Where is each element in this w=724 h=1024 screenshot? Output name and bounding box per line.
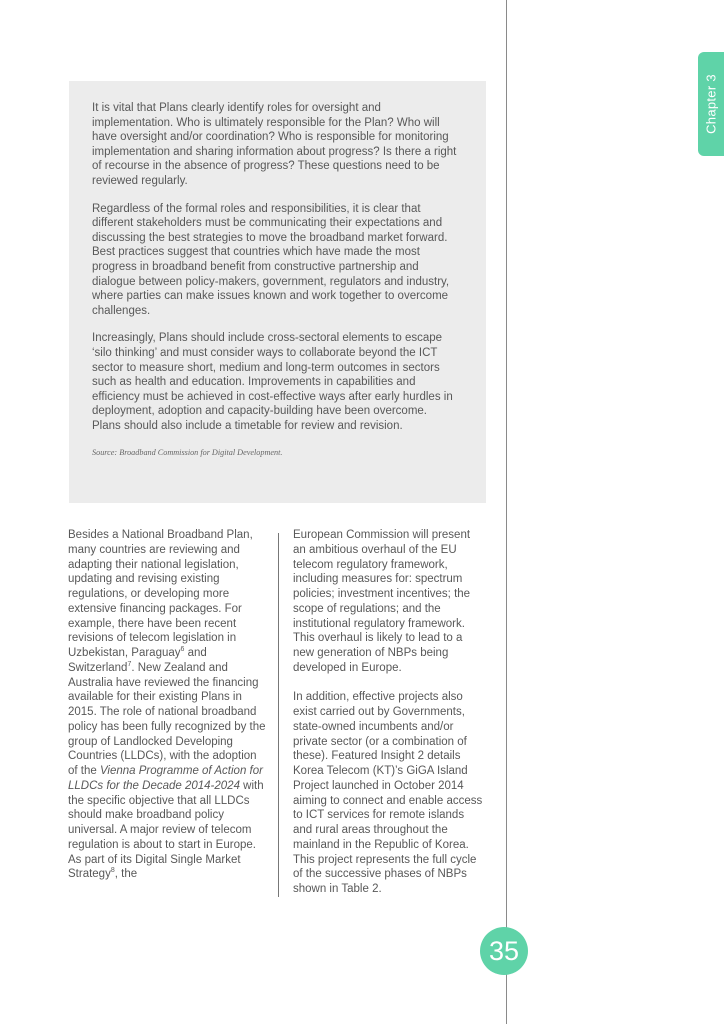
right-paragraph-1: European Commission will present an ambitious overhaul of the EU telecom regulatory framework, including measures for: spectrum policies; investment incentives; the scope of regulations; and the institutional regulatory framework. This overhaul is likely to lead to a new generation of NBPs being developed in Europe.	[293, 529, 471, 674]
footnote-ref-8[interactable]: 8	[110, 867, 115, 875]
highlight-box	[69, 81, 486, 503]
left-column	[68, 528, 268, 897]
left-text-1: Besides a National Broadband Plan, many countries are reviewing and adapting their national legislation, updating and revising existing regulations, or developing more extensive financing packages. For example, there have been recent revisions of telecom legislation in Uzbekistan, Paraguay	[68, 529, 253, 659]
box-paragraph-2: Regardless of the formal roles and responsibilities, it is clear that different stakeholders must be communicating their expectations and discussing the best strategies to move the broadband market forward. Best practices suggest that countries which have made the most progress in broadband benefit from constructive partnership and dialogue between policy-makers, government, regulators and industry, where parties can make issues known and work together to overcome challenges.	[92, 202, 450, 317]
left-text-3: . New Zealand and Australia have reviewed the financing available for their existing Plans in 2015. The role of national broadband policy has been fully recognized by the group of Landlocked Developing Countries (LLDCs), with the adoption of the	[68, 661, 266, 777]
footnote-ref-6[interactable]: 6	[180, 646, 185, 654]
column-divider	[278, 533, 279, 897]
chapter-label: Chapter 3	[703, 74, 719, 134]
box-paragraph-1: It is vital that Plans clearly identify roles for oversight and implementation. Who is ultimately responsible for the Plan? Who will have oversight and/or coordination? Who is responsible for monitoring implementation and sharing information about progress? Is there a right of recourse in the absence of progress? These questions need to be reviewed regularly.	[92, 102, 457, 187]
box-source: Source: Broadband Commission for Digital Development.	[92, 448, 283, 458]
left-paragraph	[68, 528, 268, 882]
page-divider-line	[506, 0, 507, 1024]
left-text-2: and Switzerland	[68, 647, 207, 674]
right-column	[293, 528, 485, 912]
left-text-4: with the specific objective that all LLDCs should make broadband policy universal. A major review of telecom regulation is about to start in Europe. As part of its Digital Single Market Strategy	[68, 779, 264, 881]
vienna-programme-title: Vienna Programme of Action for LLDCs for the Decade 2014-2024	[68, 765, 263, 792]
page-number-badge	[480, 927, 528, 975]
chapter-tab[interactable]	[698, 52, 724, 156]
box-paragraph-3: Increasingly, Plans should include cross-sectoral elements to escape ‘silo thinking’ and must consider ways to collaborate beyond the ICT sector to measure short, medium and long-term outcomes in sectors such as health and education. Improvements in capabilities and efficiency must be achieved in cost-effective ways after early hurdles in deployment, adoption and capacity-building have been overcome. Plans should also include a timetable for review and revision.	[92, 332, 453, 432]
page-number: 35	[488, 936, 520, 966]
right-paragraph-2: In addition, effective projects also exist carried out by Governments, state-owned incumbents and/or private sector (or a combination of these). Featured Insight 2 details Korea Telecom (KT)’s GiGA Island Project launched in October 2014 aiming to connect and enable access to ICT services for remote islands and rural areas throughout the mainland in the Republic of Korea. This project represents the full cycle of the successive phases of NBPs shown in Table 2.	[293, 691, 483, 895]
left-text-5: , the	[114, 868, 138, 881]
footnote-ref-7[interactable]: 7	[127, 660, 132, 668]
